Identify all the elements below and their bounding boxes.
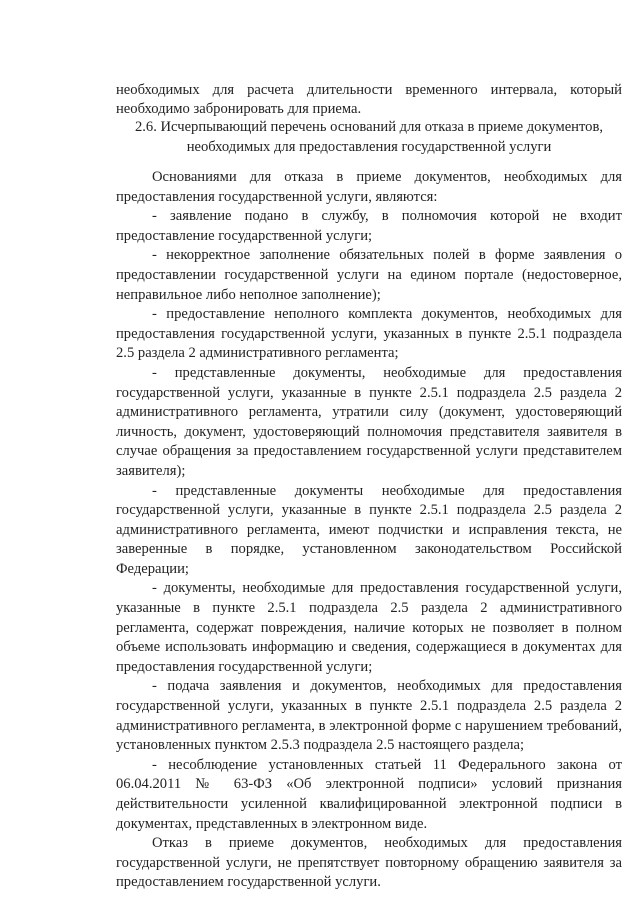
ground-item: - представленные документы необходимые для предоставления государственной услуги, указанные в пункте 2.5.1 подраздела 2.5 раздела 2 административного регламента, имеют подчистки и исправления текста, не заверенные в порядке, установленном законодательством Российской Федерации;	[116, 482, 622, 577]
continuation-paragraph: необходимых для расчета длительности временного интервала, который необходимо забронировать для приема.	[116, 81, 622, 118]
ground-item: - подача заявления и документов, необходимых для предоставления государственной услуги, указанных в пункте 2.5.1 подраздела 2.5 раздела 2 административного регламента, в электронной форме с нарушением требований, установленных пунктом 2.5.3 подраздела 2.5 настоящего раздела;	[116, 678, 622, 754]
ground-item: - некорректное заполнение обязательных полей в форме заявления о предоставлении государственной услуги на едином портале (недостоверное, неправильное либо неполное заполнение);	[116, 247, 622, 303]
ground-item: - представленные документы, необходимые для предоставления государственной услуги, указанные в пункте 2.5.1 подраздела 2.5 раздела 2 административного регламента, утратили силу (документ, удостоверяющий личность, документ, удостоверяющий полномочия представителя заявителя в случае обращения за предоставлением государственной услуги представителем заявителя);	[116, 364, 622, 479]
ground-item: - документы, необходимые для предоставления государственной услуги, указанные в пункте 2.5.1 подраздела 2.5 раздела 2 административного регламента, содержат повреждения, наличие которых не позволяет в полном объеме использовать информацию и сведения, содержащиеся в документах для предоставления государственной услуги;	[116, 580, 622, 675]
ground-item: - заявление подано в службу, в полномочия которой не входит предоставление государственной услуги;	[116, 208, 622, 244]
ground-item: - предоставление неполного комплекта документов, необходимых для предоставления государственной услуги, указанных в пункте 2.5.1 подраздела 2.5 раздела 2 административного регламента;	[116, 306, 622, 362]
section-body	[116, 168, 622, 893]
intro-paragraph: Основаниями для отказа в приеме документов, необходимых для предоставления государственной услуги, являются:	[116, 169, 622, 205]
closing-paragraph: Отказ в приеме документов, необходимых для предоставления государственной услуги, не препятствует повторному обращению заявителя за предоставлением государственной услуги.	[116, 835, 622, 891]
ground-item: - несоблюдение установленных статьей 11 Федерального закона от 06.04.2011 № 63-ФЗ «Об электронной подписи» условий признания действительности усиленной квалифицированной электронной подписи в документах, представленных в электронном виде.	[116, 756, 622, 832]
section-heading: 2.6. Исчерпывающий перечень оснований для отказа в приеме документов, необходимых для предоставления государственной услуги	[134, 119, 604, 155]
